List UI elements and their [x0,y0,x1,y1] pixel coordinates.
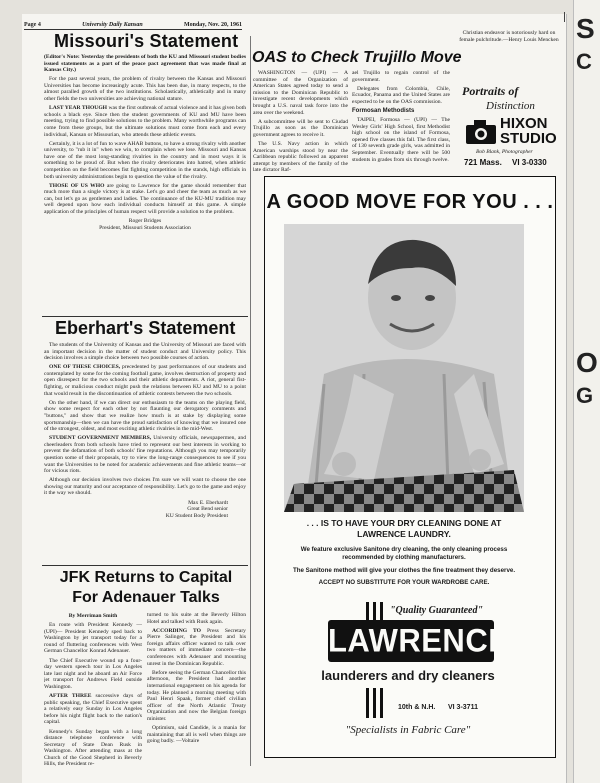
paragraph: AFTER THREE successive days of public speaking, the Chief Executive spent a relatively easy Sunday in Los Angeles before his night flight back to the nation's capital. [44,693,142,726]
adjacent-headline-fragment: C [576,49,592,74]
jfk-headline: JFK Returns to Capital For Adenauer Talks [59,569,233,606]
editors-note: (Editor's Note: Yesterday the presidents of both the KU and Missouri student bodies issued statements as a part of the peace pact agreement that was made final at Kansas City.) [44,54,246,74]
hixon-name: STUDIO [500,130,557,147]
hixon-name: HIXON [500,115,548,132]
hixon-address: 721 Mass. [464,158,502,167]
mencken-quote: Christian endeavor is notoriously hard on female pulchritude.—Henry Louis Mencken [459,30,559,43]
pillar-ornament-icon [364,688,386,718]
hixon-phone: VI 3-0330 [512,158,547,167]
paragraph: Certainly, it is a lot of fun to wave AHAB buttons, to have a strong rivalry with another university, to "rub it in" when we win, to complain when we lose. Missouri and Kansas have one of the most long-standing rivalries in the country and in most ways it is something to be proud of. But when the rivalry deteriorates into hatred, when athletic competition on the field becomes fist fighting competition in the stands, high officials in both university administrations begin to question the value of the rivalry. [44,140,246,180]
paragraph: For the past several years, the problem of rivalry between the Kansas and Missouri Universities has become increasingly acute. This has been due, in many respects, to the almost paralled growth of the two institutions. Scholastically, athletically and in many other fields the two universities are achieving national stature. [44,76,246,103]
paragraph: ael Trujillo to regain control of the government. [352,70,450,83]
paragraph: The U.S. Navy action in which American warships stood by near the Caribbean republic followed an apparent attempt by members of the family of the late dictator Raf- [253,140,348,174]
paragraph: A subcommittee will be sent to Ciudad Trujillo as soon as the Dominican government agrees to receive it. [253,118,348,138]
subheading: Formosan Methodists [352,107,415,114]
missouri-article [44,54,246,316]
issue-date: Monday, Nov. 20, 1961 [183,22,242,28]
byline: By Merriman Smith [68,613,118,619]
pillar-ornament-icon [364,602,386,620]
ad-copy-1: We feature exclusive Sanitone dry cleaning, the only cleaning process recommended by clothing manufacturers. [300,546,508,561]
ad-address: 10th & N.H. [398,704,436,711]
ad-copy-3: ACCEPT NO SUBSTITUTE FOR YOUR WARDROBE CARE. [318,579,490,586]
column-rule [250,36,251,766]
page-edge-mark [564,12,568,22]
page-number: Page 4 [24,22,41,28]
paragraph: On the other hand, if we can direct our enthusiasm to the teams on the playing field, show some respect for each other by not flaunting our derogatory comments and "buttons," and show that we realize how much is at stake by displaying some sportsmanship—then we can have the proud satisfaction of knowing that we insured one of the strongest, oldest, and most exciting athletic rivalries in the mid-West. [44,399,246,433]
adjacent-headline-fragment: O [576,347,598,378]
quality-guaranteed: "Quality Guaranteed" [390,605,484,616]
divider [42,316,248,317]
paragraph: The students of the University of Kansas and the University of Missouri are faced with an important decision in the matter of student conduct and University policy. This decision involves a simple choice between two possible courses of action. [44,342,246,362]
paragraph: TAIPEI, Formosa — (UPI) — The Wesley Girls' High School, first Methodist high school on the island of Formosa, opened five classes this fall. The first class, of 130 seventh grade girls, was admitted in September. Eventually there will be 500 students in grades from six through twelve. [352,117,450,163]
paragraph: Although our decision involves two choices I'm sure we will want to choose the one showing our maturity and our acceptance of responsibility. Let's go to the game and enjoy it the way we should. [44,477,246,497]
eberhart-headline: Eberhart's Statement [55,318,236,338]
paragraph: Before seeing the German Chancellor this afternoon, the President had another international engagement on his agenda for today. He planned a morning meeting with Paul Henri Spaak, former chief civilian officer of the North Atlantic Treaty Organization and now the Belgian foreign minister. [147,669,246,722]
divider [42,565,248,566]
lawrence-logo [328,620,510,662]
brand-subtitle: launderers and dry cleaners [321,668,495,683]
page-masthead [24,22,242,30]
paragraph: THOSE OF US WHO are going to Lawrence for the game should remember that much more than a single victory is at stake. Let's go and cheer the team as much as we can, but let's go as gentlemen and ladies. The continuance of the KU-MU tradition may well depend upon how each individual conducts himself at this game. A simple application of the principles of human respect will provide a solution to the problem. [44,182,246,216]
adjacent-headline-fragment: G [576,383,594,408]
paragraph: ACCORDING TO Press Secretary Pierre Salinger, the President and his foreign affairs officer wanted to talk over two matters of immediate concern—the conferences with Adenauer and mounting unrest in the Dominican Republic. [147,627,246,667]
hixon-tagline-1: Portraits of [462,84,519,98]
paragraph: ONE OF THESE CHOICES, precedented by past performances of our students and contemplated by some for the coming football game, involves destruction of property and open disrespect for the two schools and their athletic departments. A riot, general fist-fighting, or malicious conduct might push the relations between KU and MU to a point that would result in the discontinuation of athletic contests between the two schools. [44,364,246,397]
oas-headline: OAS to Check Trujillo Move [252,49,462,66]
paragraph: WASHINGTON — (UPI) — A committee of the Organization of American States agreed today to send a mission to the Dominican Republic to investigate recent developments which brought a U.S. naval task force into the area over the weekend. [253,70,348,116]
ad-copy-2: The Sanitone method will give your clothes the fine treatment they deserve. [292,567,516,574]
paragraph: LAST YEAR THOUGH was the first outbreak of actual violence and it has given both schools a black eye. Since then the student governments of KU and MU have been meeting, trying to find possible solutions to the problem. Many worthwhile programs can come from these groups, but the ultimate solutions must come from each and every individual, Kansan or Missourian, who attends these athletic events. [44,105,246,138]
adjacent-headline-fragment: S [576,13,595,44]
ad-specialists: "Specialists in Fabric Care" [345,724,471,736]
oas-article-col2 [352,70,450,174]
adjacent-page-fragment [573,0,600,783]
camera-icon [464,116,498,146]
signature: Roger Bridges President, Missouri Students Association [99,218,191,231]
signature: Max E. Eberhardt Great Bend senior KU Student Body President [165,499,228,519]
paragraph: The Chief Executive wound up a four-day western speech tour in Los Angeles late last night and he aboard an Air Force jet transport for Andrews Field outside Washington. [44,657,142,690]
brand-name: LAWRENCE [328,622,510,659]
photo-illustration [284,224,524,512]
boy-with-checkers-photo [284,224,524,512]
jfk-article-col1 [44,612,142,766]
ad-phone: VI 3-3711 [448,704,478,711]
paragraph: turned to his suite at the Beverly Hilton Hotel and talked with Rusk again. [147,612,246,625]
paragraph: En route with President Kennedy —(UPI)— President Kennedy sped back to Washington by jet transport today for a round of fluttering conferences with West German Chancellor Konrad Adenauer. [44,622,142,655]
paragraph: STUDENT GOVERNMENT MEMBERS, University officials, newspapermen, and cheerleaders from both schools have tried to represent our best interests in working to prevent the defamation of both schools' fine reputations. Although you may temporarily question some of their proposals, try to view the long-range consequences to see if you want the Universities to be noted for academic achievements and fine athletic teams—or for vicious riots. [44,435,246,475]
eberhart-article [44,342,246,564]
jfk-article-col2 [147,612,246,766]
hixon-tagline-2: Distinction [486,100,535,112]
hixon-photographer: Bob Blank, Photographer [476,149,533,155]
ad-tagline: . . . IS TO HAVE YOUR DRY CLEANING DONE AT LAWRENCE LAUNDRY. [306,518,502,539]
paper-name: University Daily Kansan [82,22,143,28]
ad-headline: A GOOD MOVE FOR YOU . . . [266,191,554,213]
filler-quote: Optimism, said Candide, is a mania for maintaining that all is well when things are going badly. —Voltaire [147,725,246,745]
missouri-headline: Missouri's Statement [54,31,239,51]
oas-article-col1 [253,70,348,174]
hixon-studio-ad [456,58,562,172]
paragraph: Kennedy's Sunday began with a long distance telephone conference with Secretary of State Dean Rusk in Washington. After attending mass at the Church of the Good Shepherd in Beverly Hills, the President re- [44,728,142,766]
paragraph: Delegates from Colombia, Chile, Ecuador, Panama and the United States are expected to be on the OAS commission. [352,85,450,105]
